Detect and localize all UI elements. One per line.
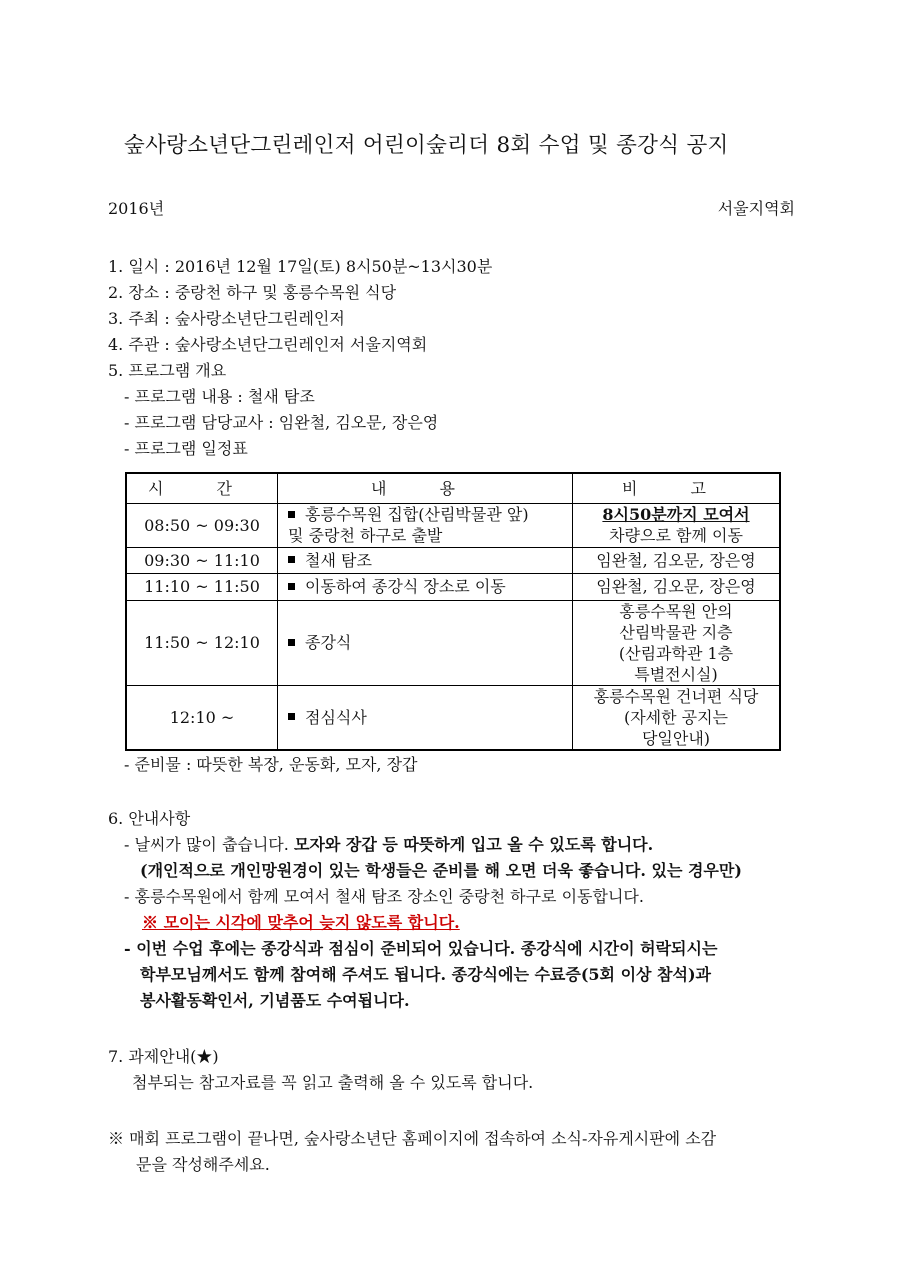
- table-header-row: [126, 473, 780, 503]
- row-time: 09:30 ~ 11:10: [126, 547, 278, 573]
- footer-note-1: ※ 매회 프로그램이 끝나면, 숲사랑소년단 홈페이지에 접속하여 소식-자유게시판에 소감: [108, 1129, 717, 1148]
- table-row: [126, 503, 780, 547]
- header-time: 시 간: [126, 473, 278, 503]
- item-organizer: 4. 주관 : 숲사랑소년단그린레인저 서울지역회: [108, 335, 428, 354]
- schedule-table: [125, 472, 781, 751]
- row-note: 홍릉수목원 건너편 식당 (자세한 공지는 당일안내): [573, 685, 781, 750]
- notice-line-1: - 날씨가 많이 춥습니다. 모자와 장갑 등 따뜻하게 입고 올 수 있도록 합니다.: [124, 835, 654, 854]
- table-row: [126, 685, 780, 750]
- bullet-icon: [288, 713, 295, 720]
- row-time: 08:50 ~ 09:30: [126, 503, 278, 547]
- assignment-heading: 7. 과제안내(★): [108, 1047, 219, 1066]
- item-schedule: - 프로그램 일정표: [124, 439, 248, 458]
- item-host: 3. 주최 : 숲사랑소년단그린레인저: [108, 309, 345, 328]
- header-content: 내 용: [278, 473, 573, 503]
- item-place: 2. 장소 : 중랑천 하구 및 홍릉수목원 식당: [108, 283, 397, 302]
- bullet-icon: [288, 639, 295, 646]
- bullet-icon: [288, 583, 295, 590]
- notice-line-5: - 이번 수업 후에는 종강식과 점심이 준비되어 있습니다. 종강식에 시간이 허락되시는: [124, 939, 718, 958]
- bullet-icon: [288, 556, 295, 563]
- row-note: 임완철, 김오문, 장은영: [573, 547, 781, 573]
- notice-line-7: 봉사활동확인서, 기념품도 수여됩니다.: [140, 991, 410, 1010]
- row-content: 점심식사: [278, 685, 573, 750]
- row-time: 11:50 ~ 12:10: [126, 600, 278, 685]
- row-content: 홍릉수목원 집합(산림박물관 앞) 및 중랑천 하구로 출발: [278, 503, 573, 547]
- assignment-text: 첨부되는 참고자료를 꼭 읽고 출력해 올 수 있도록 합니다.: [132, 1073, 534, 1092]
- table-row: [126, 600, 780, 685]
- notice-line-2: (개인적으로 개인망원경이 있는 학생들은 준비를 해 오면 더욱 좋습니다. 있는 경우만): [140, 861, 742, 880]
- item-teachers: - 프로그램 담당교사 : 임완철, 김오문, 장은영: [124, 413, 439, 432]
- notice-heading: 6. 안내사항: [108, 809, 191, 828]
- row-note: 홍릉수목원 안의 산림박물관 지층 (산림과학관 1층 특별전시실): [573, 600, 781, 685]
- header-note: 비 고: [573, 473, 781, 503]
- row-content: 이동하여 종강식 장소로 이동: [278, 573, 573, 600]
- year: 2016년: [108, 199, 165, 218]
- item-content: - 프로그램 내용 : 철새 탐조: [124, 387, 315, 406]
- table-row: [126, 573, 780, 600]
- organization: 서울지역회: [717, 199, 795, 218]
- row-time: 12:10 ~: [126, 685, 278, 750]
- row-note: 8시50분까지 모여서 차량으로 함께 이동: [573, 503, 781, 547]
- notice-line-3: - 홍릉수목원에서 함께 모여서 철새 탐조 장소인 중랑천 하구로 이동합니다.: [124, 887, 644, 906]
- notice-warning: ※ 모이는 시각에 맞추어 늦지 않도록 합니다.: [142, 913, 460, 932]
- row-content: 종강식: [278, 600, 573, 685]
- row-content: 철새 탐조: [278, 547, 573, 573]
- row-time: 11:10 ~ 11:50: [126, 573, 278, 600]
- bullet-icon: [288, 511, 295, 518]
- row-note: 임완철, 김오문, 장은영: [573, 573, 781, 600]
- notice-line-6: 학부모님께서도 함께 참여해 주셔도 됩니다. 종강식에는 수료증(5회 이상 참석)과: [140, 965, 711, 984]
- item-program: 5. 프로그램 개요: [108, 361, 227, 380]
- table-row: [126, 547, 780, 573]
- item-date: 1. 일시 : 2016년 12월 17일(토) 8시50분~13시30분: [108, 257, 493, 276]
- footer-note-2: 문을 작성해주세요.: [136, 1155, 270, 1174]
- supplies: - 준비물 : 따뜻한 복장, 운동화, 모자, 장갑: [124, 755, 418, 774]
- page-title: 숲사랑소년단그린레인저 어린이숲리더 8회 수업 및 종강식 공지: [124, 133, 729, 158]
